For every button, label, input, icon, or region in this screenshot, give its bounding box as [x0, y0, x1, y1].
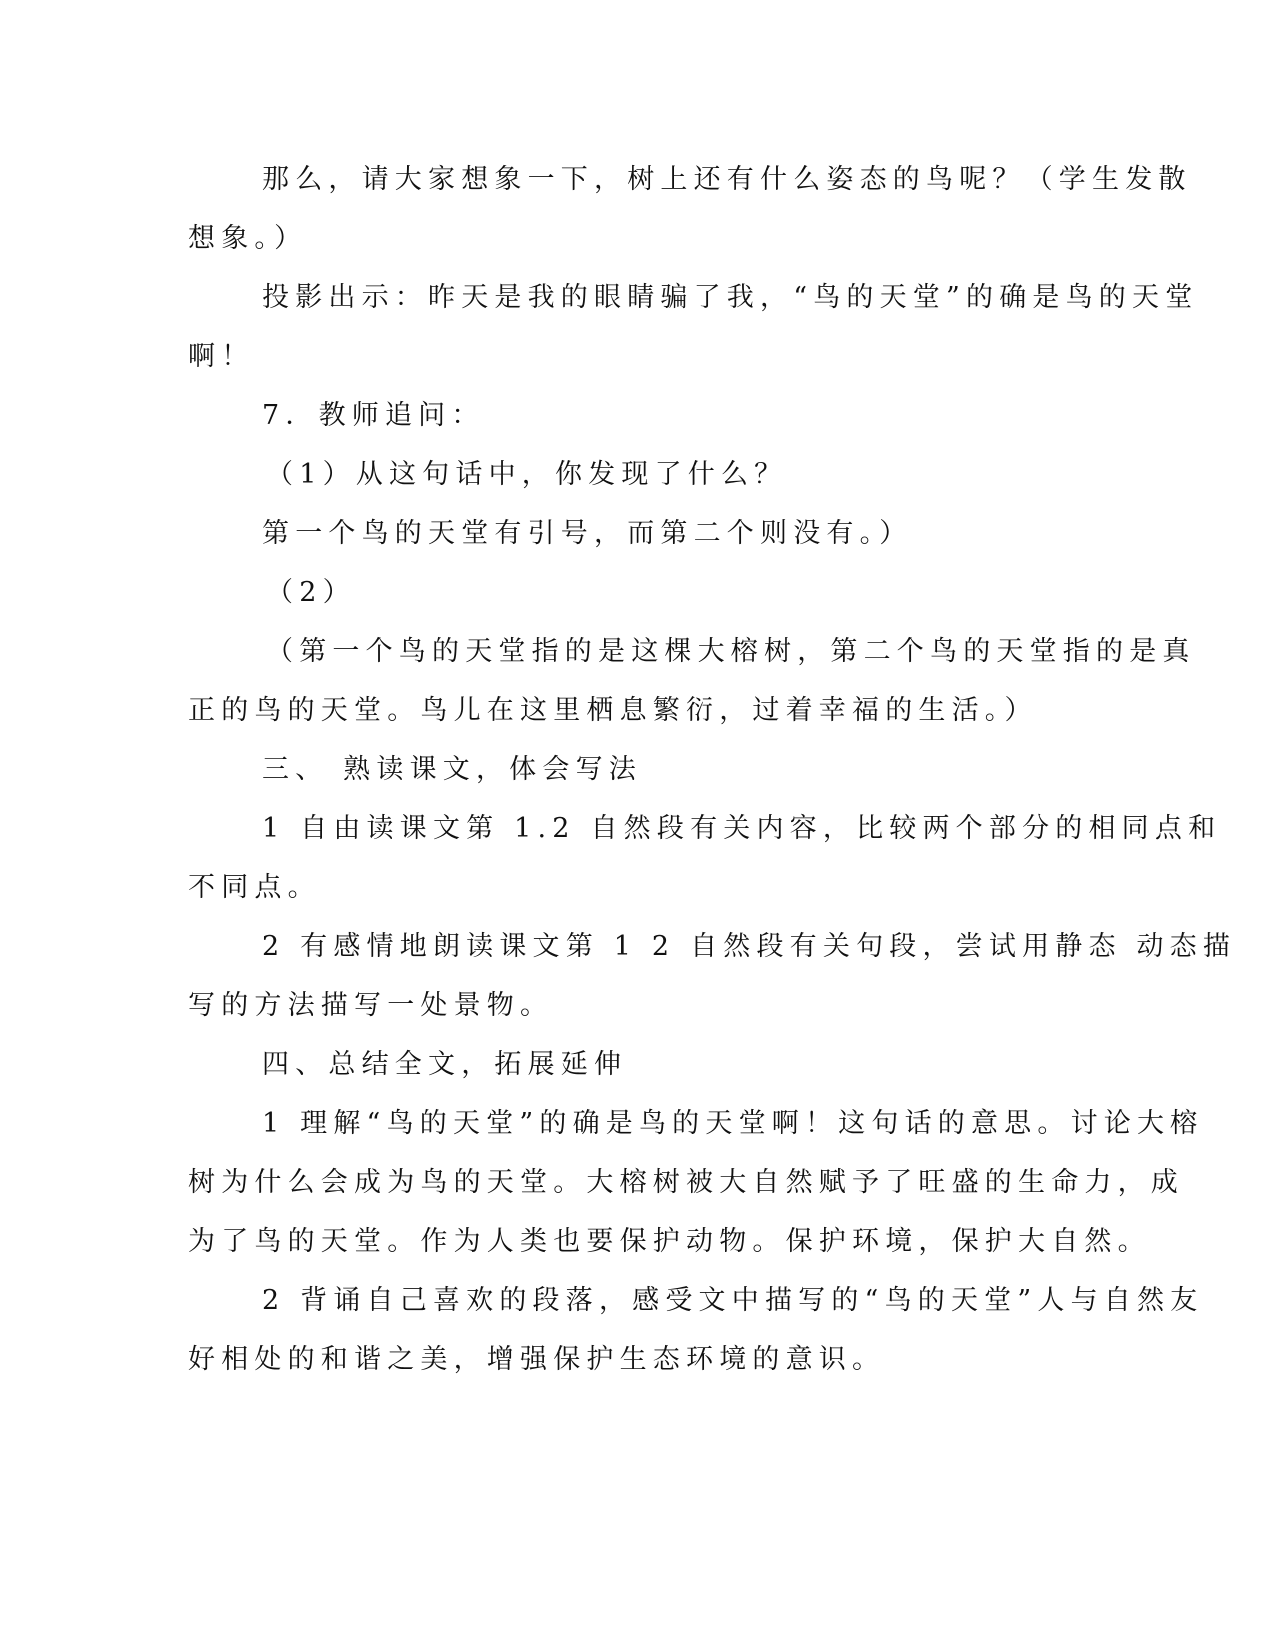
paragraph-line: 1 自由读课文第 1.2 自然段有关内容，比较两个部分的相同点和 [262, 813, 1222, 844]
paragraph-line: 7．教师追问： [262, 400, 485, 431]
paragraph-line: 树为什么会成为鸟的天堂。大榕树被大自然赋予了旺盛的生命力，成 [188, 1167, 1184, 1198]
section-heading: 三、 熟读课文，体会写法 [262, 754, 642, 785]
paragraph-line: 第一个鸟的天堂有引号，而第二个则没有。） [262, 518, 913, 549]
paragraph-line: 啊！ [188, 341, 255, 372]
paragraph-line: 正的鸟的天堂。鸟儿在这里栖息繁衍，过着幸福的生活。） [188, 695, 1038, 726]
paragraph-line: 2 背诵自己喜欢的段落，感受文中描写的“鸟的天堂”人与自然友 [262, 1285, 1204, 1316]
paragraph-line: 好相处的和谐之美，增强保护生态环境的意识。 [188, 1344, 886, 1375]
section-heading: 四、总结全文，拓展延伸 [262, 1049, 628, 1080]
paragraph-line: 想象。） [188, 223, 308, 254]
paragraph-line: （1）从这句话中，你发现了什么？ [266, 459, 788, 490]
paragraph-line: （2） [266, 577, 356, 608]
paragraph-line: 投影出示：昨天是我的眼睛骗了我，“鸟的天堂”的确是鸟的天堂 [262, 282, 1199, 313]
paragraph-line: 为了鸟的天堂。作为人类也要保护动物。保护环境，保护大自然。 [188, 1226, 1151, 1257]
paragraph-line: 那么，请大家想象一下，树上还有什么姿态的鸟呢？（学生发散 [262, 164, 1192, 195]
paragraph-line: （第一个鸟的天堂指的是这棵大榕树，第二个鸟的天堂指的是真 [266, 636, 1196, 667]
paragraph-line: 写的方法描写一处景物。 [188, 990, 554, 1021]
paragraph-line: 不同点。 [188, 872, 321, 903]
paragraph-line: 1 理解“鸟的天堂”的确是鸟的天堂啊！这句话的意思。讨论大榕 [262, 1108, 1204, 1139]
paragraph-line: 2 有感情地朗读课文第 1 2 自然段有关句段，尝试用静态 动态描 [262, 931, 1237, 962]
